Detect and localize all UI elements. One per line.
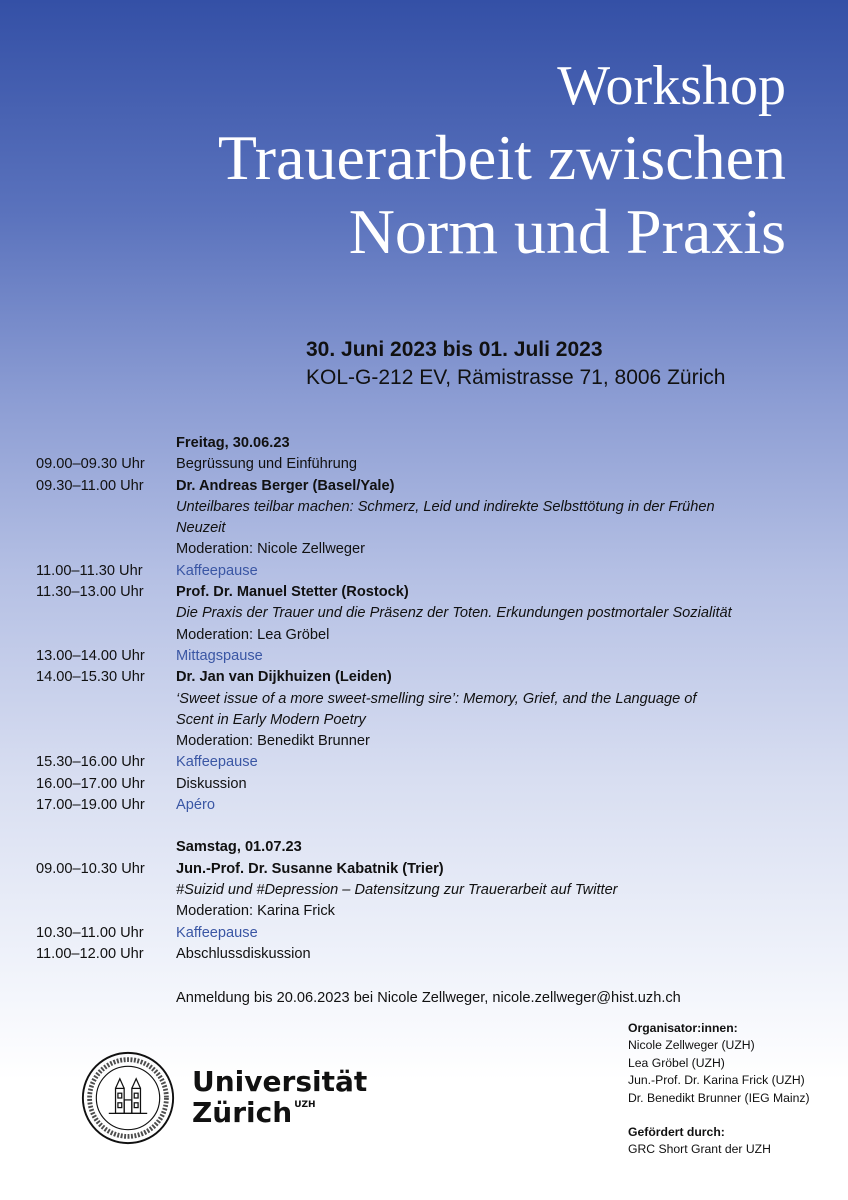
day-heading-row	[36, 837, 826, 858]
time-slot: 09.30–11.00 Uhr	[36, 477, 144, 494]
schedule-row	[36, 923, 826, 944]
registration-info: Anmeldung bis 20.06.2023 bei Nicole Zellweger, nicole.zellweger@hist.uzh.ch	[176, 990, 681, 1006]
time-slot: 16.00–17.00 Uhr	[36, 775, 145, 792]
organizer-name: Dr. Benedikt Brunner (IEG Mainz)	[628, 1090, 810, 1105]
moderation: Moderation: Karina Frick	[176, 903, 335, 920]
university-logo	[80, 1050, 367, 1146]
event-location: KOL-G-212 EV, Rämistrasse 71, 8006 Zürich	[306, 366, 726, 389]
schedule-row	[36, 944, 826, 965]
funding-heading: Gefördert durch:	[628, 1125, 725, 1140]
program-schedule	[36, 433, 826, 965]
university-seal-icon	[80, 1050, 176, 1146]
organizer-name: Jun.-Prof. Dr. Karina Frick (UZH)	[628, 1073, 805, 1088]
speaker-name: Prof. Dr. Manuel Stetter (Rostock)	[176, 584, 409, 601]
event-date-location	[306, 336, 725, 392]
day-1-heading: Freitag, 30.06.23	[176, 435, 290, 451]
schedule-row	[36, 667, 826, 752]
day-heading-row	[36, 433, 826, 454]
funding-source: GRC Short Grant der UZH	[628, 1142, 771, 1157]
time-slot: 17.00–19.00 Uhr	[36, 797, 145, 814]
time-slot: 10.30–11.00 Uhr	[36, 924, 144, 941]
schedule-row	[36, 582, 826, 646]
university-city: Zürich	[192, 1096, 293, 1129]
organizer-name: Lea Gröbel (UZH)	[628, 1055, 725, 1070]
day-1-schedule	[36, 433, 826, 816]
break-label: Apéro	[176, 797, 215, 814]
time-slot: 13.00–14.00 Uhr	[36, 647, 145, 664]
talk-title: Unteilbares teilbar machen: Schmerz, Leid und indirekte Selbsttötung in der Frühen	[176, 498, 715, 515]
time-slot: 09.00–10.30 Uhr	[36, 860, 145, 877]
event-date-range: 30. Juni 2023 bis 01. Juli 2023	[306, 338, 603, 361]
time-slot: 11.00–12.00 Uhr	[36, 945, 144, 962]
day-2-heading: Samstag, 01.07.23	[176, 839, 302, 856]
break-label: Mittagspause	[176, 647, 263, 664]
university-name	[192, 1067, 367, 1129]
speaker-name: Jun.-Prof. Dr. Susanne Kabatnik (Trier)	[176, 860, 444, 877]
session-title: Begrüssung und Einführung	[176, 456, 357, 473]
time-slot: 09.00–09.30 Uhr	[36, 456, 145, 473]
time-slot: 11.30–13.00 Uhr	[36, 584, 144, 601]
break-label: Kaffeepause	[176, 562, 258, 579]
talk-title: ‘Sweet issue of a more sweet-smelling sire’: Memory, Grief, and the Language of	[176, 690, 697, 707]
time-slot: 11.00–11.30 Uhr	[36, 562, 143, 579]
time-slot: 15.30–16.00 Uhr	[36, 754, 145, 771]
schedule-row	[36, 561, 826, 582]
break-label: Kaffeepause	[176, 924, 258, 941]
university-abbr: UZH	[294, 1100, 316, 1110]
talk-title: #Suizid und #Depression – Datensitzung zur Trauerarbeit auf Twitter	[176, 881, 618, 898]
time-slot: 14.00–15.30 Uhr	[36, 669, 145, 686]
schedule-row	[36, 774, 826, 795]
moderation: Moderation: Nicole Zellweger	[176, 541, 365, 558]
organizer-name: Nicole Zellweger (UZH)	[628, 1038, 755, 1053]
university-wordmark: Universität	[192, 1065, 368, 1099]
schedule-row	[36, 454, 826, 475]
talk-title: Die Praxis der Trauer und die Präsenz der Toten. Erkundungen postmortaler Sozialität	[176, 605, 732, 622]
session-title: Abschlussdiskussion	[176, 945, 311, 962]
session-title: Diskussion	[176, 775, 247, 792]
organizers-heading: Organisator:innen:	[628, 1021, 738, 1035]
title-line-1: Workshop	[557, 55, 786, 117]
title-line-2: Trauerarbeit zwischen	[217, 122, 786, 193]
schedule-row	[36, 752, 826, 773]
moderation: Moderation: Benedikt Brunner	[176, 733, 370, 750]
speaker-name: Dr. Andreas Berger (Basel/Yale)	[176, 477, 395, 494]
schedule-row	[36, 646, 826, 667]
schedule-row	[36, 795, 826, 816]
organizers-block	[628, 1020, 810, 1159]
moderation: Moderation: Lea Gröbel	[176, 626, 330, 643]
schedule-row	[36, 859, 826, 923]
title-line-3: Norm und Praxis	[348, 196, 786, 267]
talk-title-continued: Neuzeit	[176, 520, 226, 537]
day-2-schedule	[36, 837, 826, 965]
speaker-name: Dr. Jan van Dijkhuizen (Leiden)	[176, 669, 392, 686]
poster-title	[217, 55, 786, 267]
break-label: Kaffeepause	[176, 754, 258, 771]
talk-title-continued: Scent in Early Modern Poetry	[176, 711, 366, 728]
schedule-row	[36, 476, 826, 561]
